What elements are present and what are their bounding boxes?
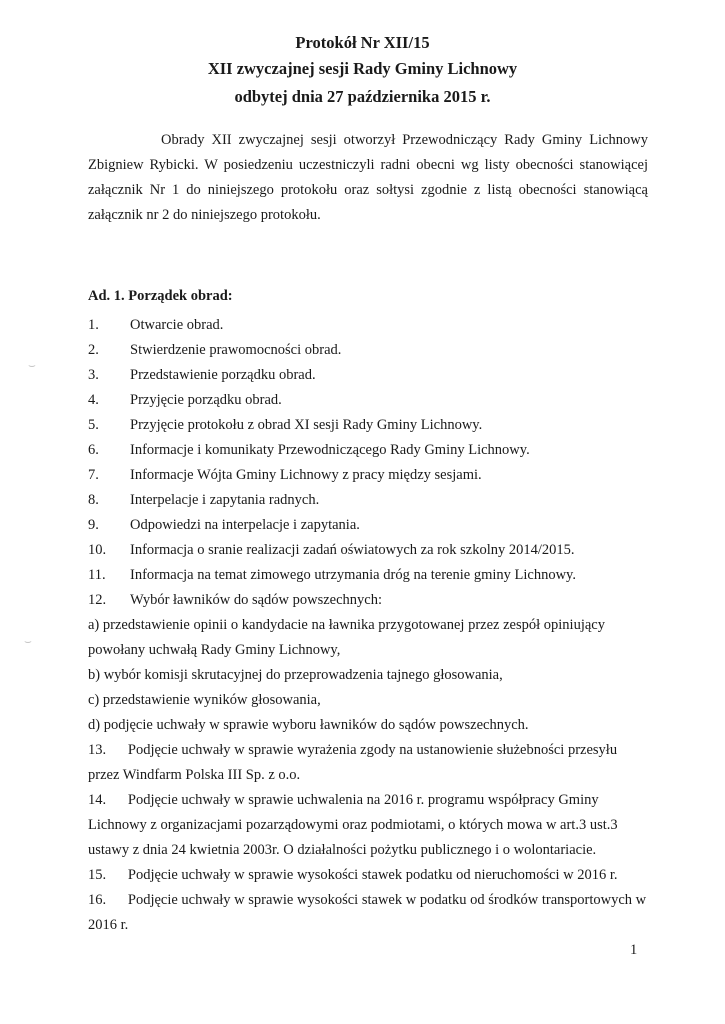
agenda-item-12: 12. Wybór ławników do sądów powszechnych: (88, 592, 383, 608)
agenda-item-10: 10. Informacja o sranie realizacji zadań oświatowych za rok szkolny 2014/2015. (88, 542, 575, 558)
intro-paragraph (88, 128, 648, 228)
agenda-heading: Ad. 1. Porządek obrad: (88, 288, 233, 304)
agenda-item-6: 6. Informacje i komunikaty Przewodniczącego Rady Gminy Lichnowy. (88, 442, 530, 458)
agenda-item-15: 15. Podjęcie uchwały w sprawie wysokości stawek podatku od nieruchomości w 2016 r. (88, 867, 618, 883)
agenda-item-9: 9. Odpowiedzi na interpelacje i zapytania. (88, 517, 360, 533)
agenda-item-14: 14. Podjęcie uchwały w sprawie uchwalenia na 2016 r. programu współpracy Gminy Lichnowy z organizacjami pozarządowymi oraz podmiotami, o których mowa w art.3 ust.3 ustawy z dnia 24 kwietnia 2003r. O działalności pożytku publicznego i o wolontariacie. (88, 792, 618, 858)
agenda-subitem-b: b) wybór komisji skrutacyjnej do przeprowadzenia tajnego głosowania, (88, 667, 503, 683)
agenda-subitem-c: c) przedstawienie wyników głosowania, (88, 692, 321, 708)
session-title: XII zwyczajnej sesji Rady Gminy Lichnowy (207, 59, 518, 78)
punch-hole-mark-icon: ⌣ (28, 358, 36, 372)
agenda-item-8: 8. Interpelacje i zapytania radnych. (88, 492, 320, 508)
agenda-item-5: 5. Przyjęcie protokołu z obrad XI sesji Rady Gminy Lichnowy. (88, 417, 483, 433)
agenda-list (88, 313, 648, 938)
agenda-subitem-a: a) przedstawienie opinii o kandydacie na ławnika przygotowanej przez zespół opiniujący powołany uchwałą Rady Gminy Lichnowy, (88, 617, 605, 658)
punch-hole-mark-icon: ⌣ (24, 634, 32, 648)
agenda-subitem-d: d) podjęcie uchwały w sprawie wyboru ławników do sądów powszechnych. (88, 717, 529, 733)
agenda-item-7: 7. Informacje Wójta Gminy Lichnowy z pracy między sesjami. (88, 467, 482, 483)
agenda-item-2: 2. Stwierdzenie prawomocności obrad. (88, 342, 342, 358)
agenda-item-11: 11. Informacja na temat zimowego utrzymania dróg na terenie gminy Lichnowy. (88, 567, 576, 583)
page-number: 1 (630, 942, 638, 958)
intro-text: Obrady XII zwyczajnej sesji otworzył Przewodniczący Rady Gminy Lichnowy Zbigniew Rybicki. W posiedzeniu uczestniczyli radni obecni wg listy obecności stanowiącej załącznik Nr 1 do niniejszego protokołu oraz sołtysi zgodnie z listą obecności stanowiącą załącznik nr 2 do niniejszego protokołu. (88, 132, 648, 223)
agenda-item-3: 3. Przedstawienie porządku obrad. (88, 367, 316, 383)
agenda-item-4: 4. Przyjęcie porządku obrad. (88, 392, 282, 408)
agenda-item-1: 1. Otwarcie obrad. (88, 317, 224, 333)
protocol-title: Protokół Nr XII/15 (295, 33, 430, 52)
agenda-item-13: 13. Podjęcie uchwały w sprawie wyrażenia zgody na ustanowienie służebności przesyłu przez Windfarm Polska III Sp. z o.o. (88, 742, 618, 783)
session-date: odbytej dnia 27 października 2015 r. (234, 87, 491, 106)
agenda-item-16: 16. Podjęcie uchwały w sprawie wysokości stawek w podatku od środków transportowych w 2016 r. (88, 892, 647, 933)
